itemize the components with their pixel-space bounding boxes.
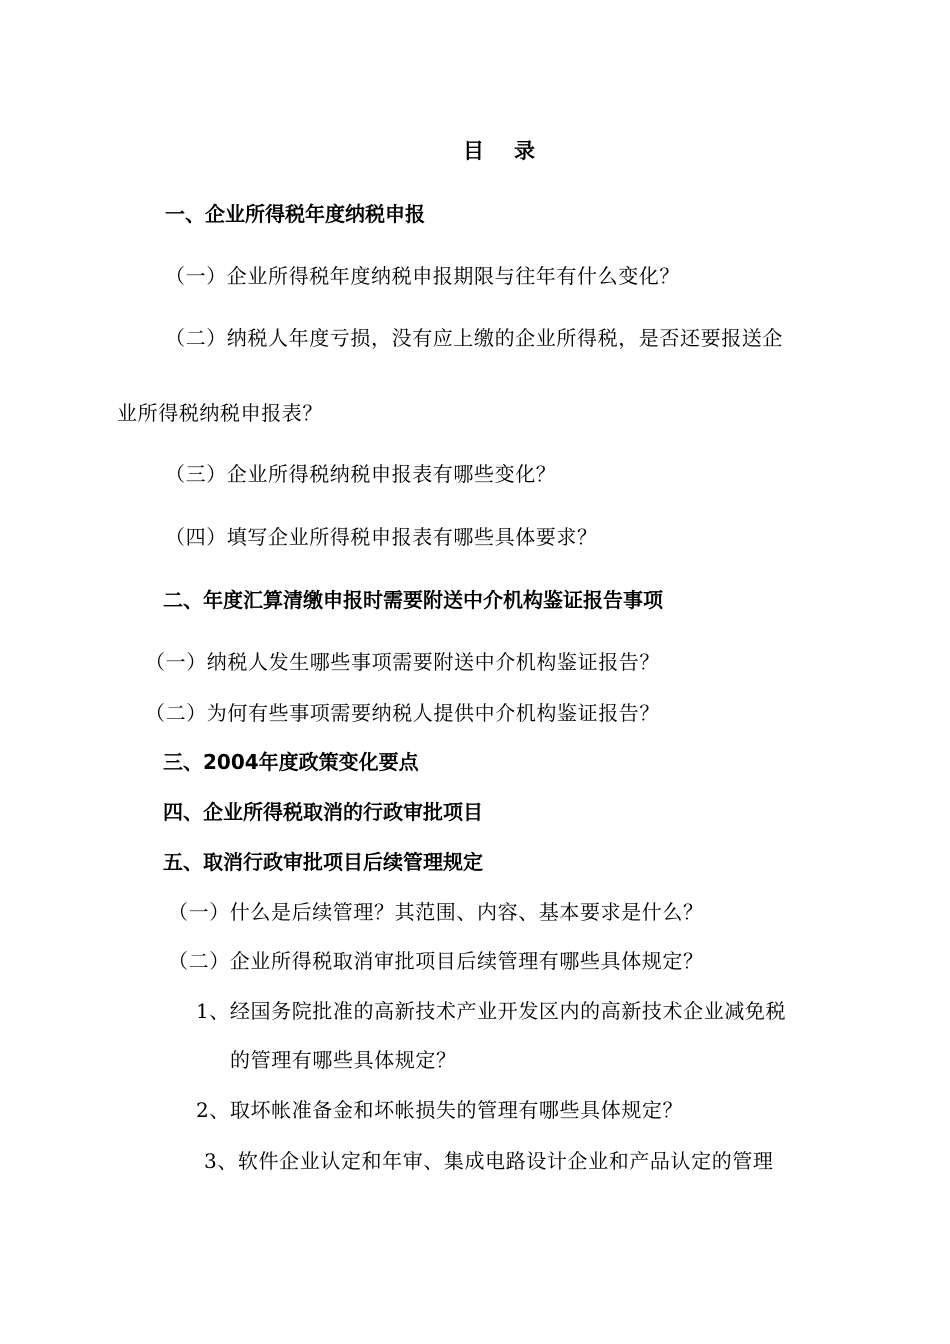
toc-item-1-4: （四）填写企业所得税申报表有哪些具体要求？ [165,525,598,549]
toc-subitem-5-2-1-continued: 的管理有哪些具体规定？ [230,1048,457,1072]
toc-item-1-2-continued: 业所得税纳税申报表？ [117,401,323,425]
toc-section-3: 三、2004年度政策变化要点 [163,750,419,774]
toc-item-1-2: （二）纳税人年度亏损，没有应上缴的企业所得税，是否还要报送企 [165,326,783,350]
toc-subitem-5-2-1: 1、经国务院批准的高新技术产业开发区内的高新技术企业减免税 [196,999,787,1023]
toc-item-2-2: （二）为何有些事项需要纳税人提供中介机构鉴证报告？ [145,701,660,725]
toc-section-1: 一、企业所得税年度纳税申报 [165,202,425,226]
toc-title: 目录 [463,139,565,163]
toc-subitem-5-2-3: 3、软件企业认定和年审、集成电路设计企业和产品认定的管理 [204,1149,774,1173]
toc-item-5-1: （一）什么是后续管理？其范围、内容、基本要求是什么？ [168,900,704,924]
toc-section-4: 四、企业所得税取消的行政审批项目 [163,800,483,824]
toc-section-2: 二、年度汇算清缴申报时需要附送中介机构鉴证报告事项 [163,588,663,612]
toc-item-5-2: （二）企业所得税取消审批项目后续管理有哪些具体规定？ [168,949,704,973]
toc-item-1-1: （一）企业所得税年度纳税申报期限与往年有什么变化？ [165,264,680,288]
toc-item-2-1: （一）纳税人发生哪些事项需要附送中介机构鉴证报告？ [145,650,660,674]
toc-subitem-5-2-2: 2、取坏帐准备金和坏帐损失的管理有哪些具体规定？ [196,1098,684,1122]
toc-section-5: 五、取消行政审批项目后续管理规定 [163,850,483,874]
toc-item-1-3: （三）企业所得税纳税申报表有哪些变化？ [165,462,557,486]
